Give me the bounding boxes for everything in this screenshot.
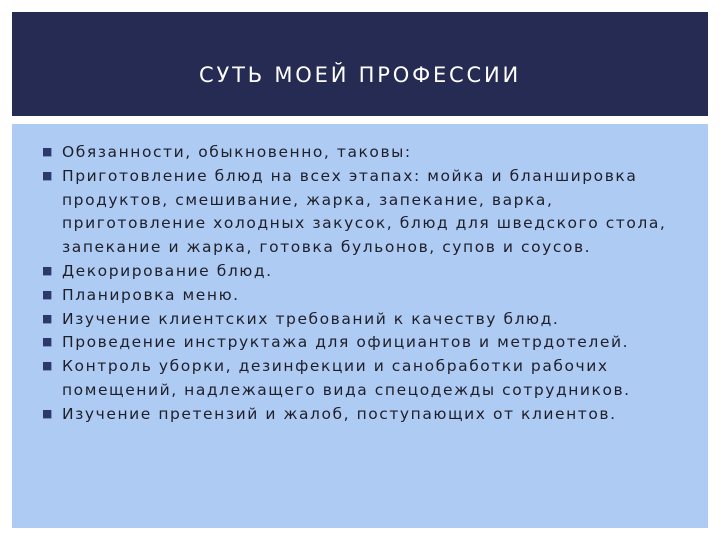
list-item-text: Изучение клиентских требований к качеству блюд.	[62, 309, 560, 328]
list-item-text: Изучение претензий и жалоб, поступающих от клиентов.	[62, 404, 617, 423]
list-item	[12, 165, 708, 260]
list-item	[12, 260, 708, 284]
list-item	[12, 141, 708, 165]
square-bullet-icon: ■	[42, 359, 53, 373]
square-bullet-icon: ■	[42, 311, 53, 325]
content-panel	[12, 124, 708, 528]
title-bar	[12, 12, 708, 116]
square-bullet-icon: ■	[42, 168, 53, 182]
list-item	[12, 403, 708, 427]
bullet-list	[12, 141, 708, 427]
list-item	[12, 331, 708, 355]
list-item	[12, 308, 708, 332]
square-bullet-icon: ■	[42, 287, 53, 301]
list-item	[12, 355, 708, 403]
square-bullet-icon: ■	[42, 406, 53, 420]
list-item-text: Декорирование блюд.	[62, 261, 273, 280]
square-bullet-icon: ■	[42, 263, 53, 277]
list-item-text: Обязанности, обыкновенно, таковы:	[62, 143, 412, 161]
list-item	[12, 284, 708, 308]
list-item-text: Контроль уборки, дезинфекции и санобработки рабочих помещений, надлежащего вида спецодежды сотрудников.	[62, 357, 631, 399]
square-bullet-icon: ■	[42, 335, 53, 349]
square-bullet-icon: ■	[42, 145, 53, 158]
list-item-text: Проведение инструктажа для официантов и метрдотелей.	[62, 333, 630, 352]
list-item-text: Приготовление блюд на всех этапах: мойка и бланшировка продуктов, смешивание, жарка, запекание, варка, приготовление холодных закусок, блюд для шведского стола, запекание и жарка, готовка бульонов, супов и соусов.	[62, 166, 667, 257]
slide-title: СУТЬ МОЕЙ ПРОФЕССИИ	[199, 63, 521, 87]
list-item-text: Планировка меню.	[62, 285, 240, 304]
